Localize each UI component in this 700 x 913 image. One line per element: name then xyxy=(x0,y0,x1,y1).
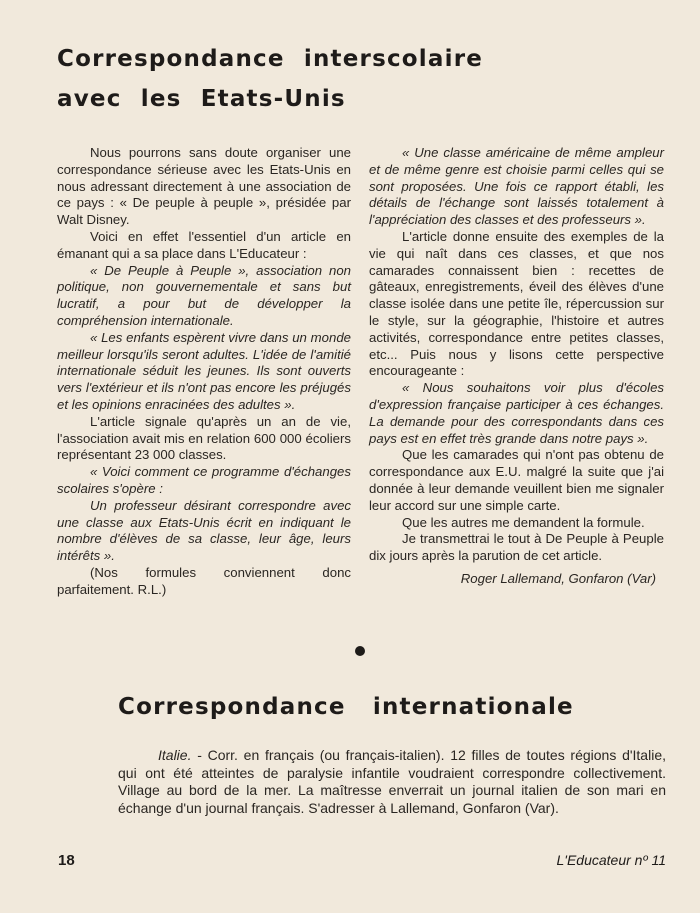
paragraph: L'article donne ensuite des exemples de la vie qui naît dans ces classes, et que nos camarades connaissent bien : recettes de gâteaux, enregistrements, éveil des élèves d'une classe isolée dans une petite île, répercussion sur le style, sur la géographie, l'histoire et autres activités, correspondance entre petites classes, etc... Puis nous y lisons cette perspective encourageante : xyxy=(369,228,664,379)
paragraph: Que les autres me demandent la formule. xyxy=(402,514,645,530)
paragraph: Voici en effet l'essentiel d'un article en émanant qui a sa place dans L'Educateur : xyxy=(57,228,351,261)
paragraph: Je transmettrai le tout à De Peuple à Peuple dix jours après la parution de cet article. xyxy=(369,531,664,564)
article-title-line1: Correspondance interscolaire xyxy=(57,46,484,72)
quote-paragraph: « Nous souhaitons voir plus d'écoles d'expression française participer à ces échanges. La demande pour des correspondants dans ces pays est en effet très grande dans notre pays ». xyxy=(369,380,664,446)
paragraph: Que les camarades qui n'ont pas obtenu de correspondance aux E.U. malgré la suite que j'ai donnée à leur demande veuillent bien me signaler leur accord sur une simple carte. xyxy=(369,447,664,513)
quote-paragraph: « Une classe américaine de même ampleur et de même genre est choisie parmi celles qui se sont proposées. Une fois ce rapport établi, les détails de l'échange sont laissés totalement à l'appréciation des classes et des professeurs ». xyxy=(369,145,664,228)
quote-paragraph: « Voici comment ce programme d'échanges scolaires s'opère : xyxy=(57,464,351,496)
quote-paragraph: « De Peuple à Peuple », association non politique, non gouvernementale et sans but lucratif, a pour but de développer la compréhension internationale. xyxy=(57,262,351,328)
section-divider-bullet xyxy=(355,646,365,656)
page-number: 18 xyxy=(58,852,75,869)
international-notice xyxy=(118,747,666,817)
country-label: Italie. xyxy=(158,747,192,763)
quote-paragraph: « Les enfants espèrent vivre dans un monde meilleur lorsqu'ils seront adultes. L'idée de l'amitié internationale séduit les jeunes. Ils sont ouverts vers l'extérieur et ils n'ont pas encore les préjugés et les opinions enracinées des adultes ». xyxy=(57,329,351,412)
section-title: Correspondance internationale xyxy=(118,694,574,720)
notice-body: - Corr. en français (ou français-italien). 12 filles de toutes régions d'Italie, qui ont été atteintes de paralysie infantile voudraient correspondre collectivement. Village au bord de la mer. La maîtresse enverrait un journal italien de son mari en échange d'un journal français. S'adresser à Lallemand, Gonfaron (Var). xyxy=(118,747,666,816)
paragraph: (Nos formules conviennent donc parfaitement. R.L.) xyxy=(57,564,351,597)
magazine-issue: L'Educateur nº 11 xyxy=(556,852,666,868)
paragraph: Nous pourrons sans doute organiser une correspondance sérieuse avec les Etats-Unis en nous adressant directement à une association de ce pays : « De peuple à peuple », présidée par Walt Disney. xyxy=(57,145,351,228)
article-title-line2: avec les Etats-Unis xyxy=(57,86,346,112)
quote-paragraph: Un professeur désirant correspondre avec une classe aux Etats-Unis écrit en indiquant le nombre d'élèves de sa classe, leur âge, leurs intérêts ». xyxy=(57,497,351,564)
paragraph: L'article signale qu'après un an de vie, l'association avait mis en relation 600 000 écoliers représentant 23 000 classes. xyxy=(57,413,351,463)
left-column xyxy=(57,145,351,599)
signature: Roger Lallemand, Gonfaron (Var) xyxy=(460,570,656,586)
right-column xyxy=(369,145,664,588)
